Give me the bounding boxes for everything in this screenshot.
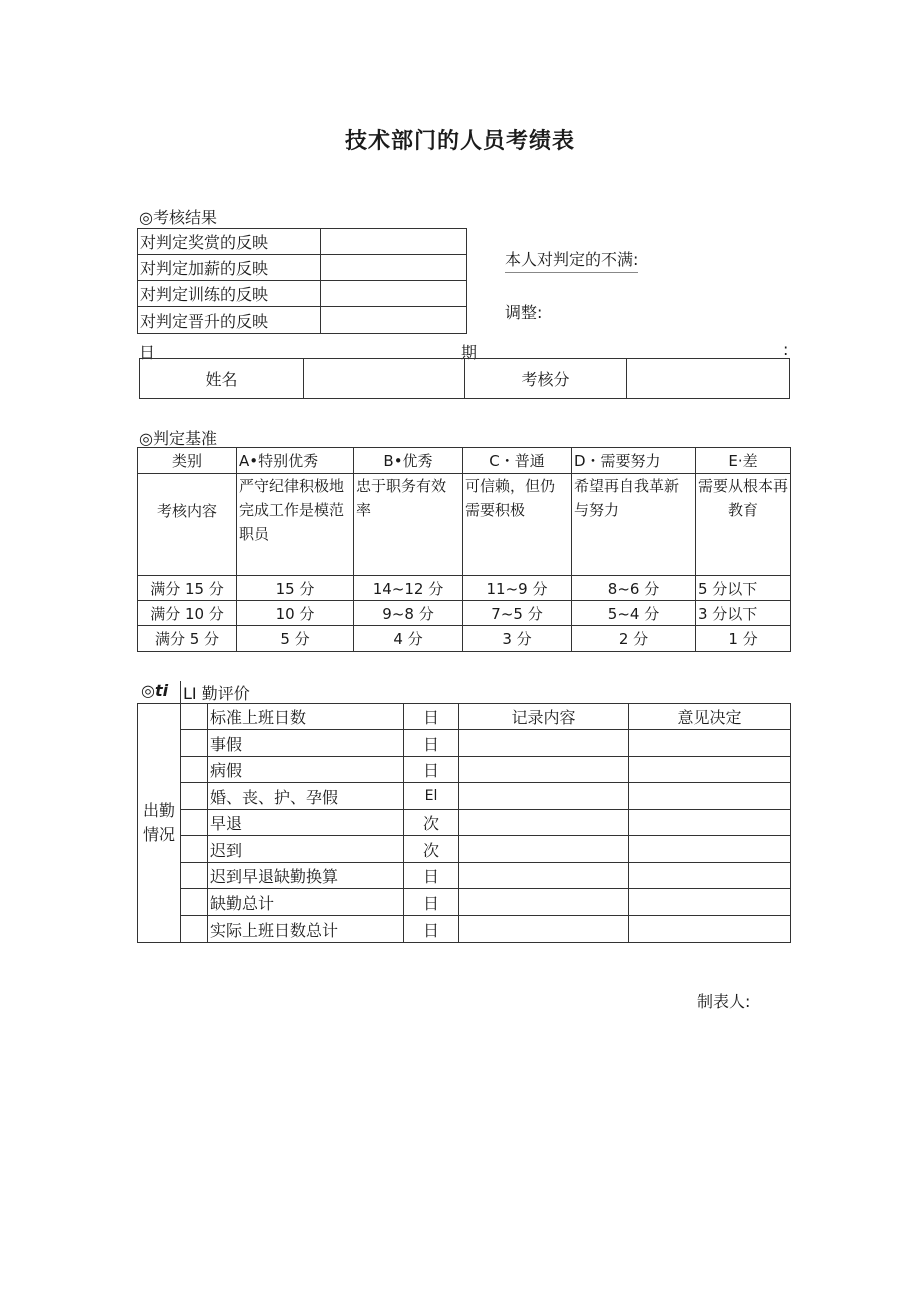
attendance-blank-cell (181, 863, 208, 889)
score-cell: 8~6 分 (572, 576, 696, 601)
opinion-cell[interactable] (629, 836, 791, 863)
attendance-item: 早退 (208, 810, 404, 836)
results-row-label: 对判定训练的反映 (138, 281, 321, 307)
name-label: 姓名 (140, 359, 304, 399)
score-cell: 4 分 (354, 626, 463, 652)
criteria-content: 需要从根本再教育 (696, 474, 791, 576)
attendance-item: 迟到早退缺勤换算 (208, 863, 404, 889)
record-cell[interactable] (459, 916, 629, 943)
criteria-header: B•优秀 (354, 448, 463, 474)
criteria-content: 忠于职务有效率 (354, 474, 463, 576)
opinion-cell[interactable] (629, 783, 791, 810)
score-cell: 2 分 (572, 626, 696, 652)
attendance-blank-cell (181, 889, 208, 916)
attendance-item: 病假 (208, 757, 404, 783)
opinion-cell[interactable] (629, 916, 791, 943)
criteria-content: 希望再自我革新与努力 (572, 474, 696, 576)
score-cell: 7~5 分 (463, 601, 572, 626)
attendance-unit: 次 (404, 810, 459, 836)
results-row-label: 对判定晋升的反映 (138, 307, 321, 334)
score-cell: 满分 15 分 (138, 576, 237, 601)
results-row-label: 对判定加薪的反映 (138, 255, 321, 281)
attendance-unit: 日 (404, 889, 459, 916)
record-cell[interactable] (459, 730, 629, 757)
opinion-cell[interactable] (629, 810, 791, 836)
attendance-item: 婚、丧、护、孕假 (208, 783, 404, 810)
attendance-unit: El (404, 783, 459, 810)
attendance-table (137, 703, 791, 943)
attendance-unit: 日 (404, 730, 459, 757)
attendance-item: 迟到 (208, 836, 404, 863)
attendance-item: 标准上班日数 (208, 704, 404, 730)
attendance-unit: 次 (404, 836, 459, 863)
record-cell[interactable] (459, 836, 629, 863)
dissatisfaction-label: 本人对判定的不满: (505, 247, 638, 273)
opinion-cell[interactable] (629, 889, 791, 916)
opinion-cell[interactable] (629, 730, 791, 757)
section-heading-attendance-right: LI 勤评价 (180, 681, 250, 703)
criteria-header: C・普通 (463, 448, 572, 474)
results-input-cell[interactable] (321, 229, 467, 255)
attendance-item: 事假 (208, 730, 404, 757)
attendance-blank-cell (181, 704, 208, 730)
criteria-header: 类别 (138, 448, 237, 474)
score-cell: 1 分 (696, 626, 791, 652)
results-input-cell[interactable] (321, 255, 467, 281)
attendance-blank-cell (181, 757, 208, 783)
record-cell[interactable] (459, 863, 629, 889)
date-label-mid: 期 (461, 343, 478, 362)
score-cell: 3 分以下 (696, 601, 791, 626)
criteria-content: 严守纪律积极地完成工作是模范职员 (237, 474, 354, 576)
section-heading-criteria: ◎判定基准 (139, 429, 217, 448)
attendance-unit: 日 (404, 757, 459, 783)
criteria-table (137, 447, 791, 652)
criteria-header: A•特别优秀 (237, 448, 354, 474)
record-cell[interactable] (459, 889, 629, 916)
score-cell: 3 分 (463, 626, 572, 652)
results-table (137, 228, 467, 334)
attendance-blank-cell (181, 810, 208, 836)
score-cell: 5 分以下 (696, 576, 791, 601)
score-cell: 14~12 分 (354, 576, 463, 601)
results-row-label: 对判定奖赏的反映 (138, 229, 321, 255)
opinion-header: 意见决定 (629, 704, 791, 730)
adjustment-label: 调整: (505, 303, 543, 322)
section-heading-attendance-left: ◎ti (141, 681, 169, 700)
page-title: 技术部门的人员考绩表 (344, 129, 575, 154)
score-cell: 10 分 (237, 601, 354, 626)
attendance-item: 缺勤总计 (208, 889, 404, 916)
results-input-cell[interactable] (321, 307, 467, 334)
record-cell[interactable] (459, 810, 629, 836)
attendance-unit: 日 (404, 704, 459, 730)
attendance-side-label (138, 704, 181, 943)
name-input[interactable] (304, 359, 465, 399)
attendance-side-label-line2: 情况 (142, 825, 175, 844)
content-label: 考核内容 (138, 474, 237, 576)
record-cell[interactable] (459, 757, 629, 783)
opinion-cell[interactable] (629, 863, 791, 889)
attendance-blank-cell (181, 730, 208, 757)
criteria-header: E·差 (696, 448, 791, 474)
score-cell: 满分 10 分 (138, 601, 237, 626)
attendance-unit: 日 (404, 916, 459, 943)
score-cell: 9~8 分 (354, 601, 463, 626)
attendance-item: 实际上班日数总计 (208, 916, 404, 943)
criteria-header: D・需要努力 (572, 448, 696, 474)
score-cell: 15 分 (237, 576, 354, 601)
score-cell: 11~9 分 (463, 576, 572, 601)
record-cell[interactable] (459, 783, 629, 810)
record-header: 记录内容 (459, 704, 629, 730)
score-cell: 5 分 (237, 626, 354, 652)
attendance-side-label-line1: 出勤 (142, 801, 175, 820)
score-cell: 5~4 分 (572, 601, 696, 626)
score-label: 考核分 (465, 359, 627, 399)
attendance-blank-cell (181, 783, 208, 810)
date-label-colon: : (783, 340, 789, 359)
opinion-cell[interactable] (629, 757, 791, 783)
date-label-left: 日 (139, 343, 156, 362)
score-cell: 满分 5 分 (138, 626, 237, 652)
score-input[interactable] (627, 359, 790, 399)
maker-label: 制表人: (697, 992, 751, 1011)
attendance-unit: 日 (404, 863, 459, 889)
name-score-table (139, 358, 790, 399)
attendance-blank-cell (181, 916, 208, 943)
attendance-blank-cell (181, 836, 208, 863)
section-heading-results: ◎考核结果 (139, 208, 217, 227)
results-input-cell[interactable] (321, 281, 467, 307)
criteria-content: 可信赖，但仍需要积极 (463, 474, 572, 576)
